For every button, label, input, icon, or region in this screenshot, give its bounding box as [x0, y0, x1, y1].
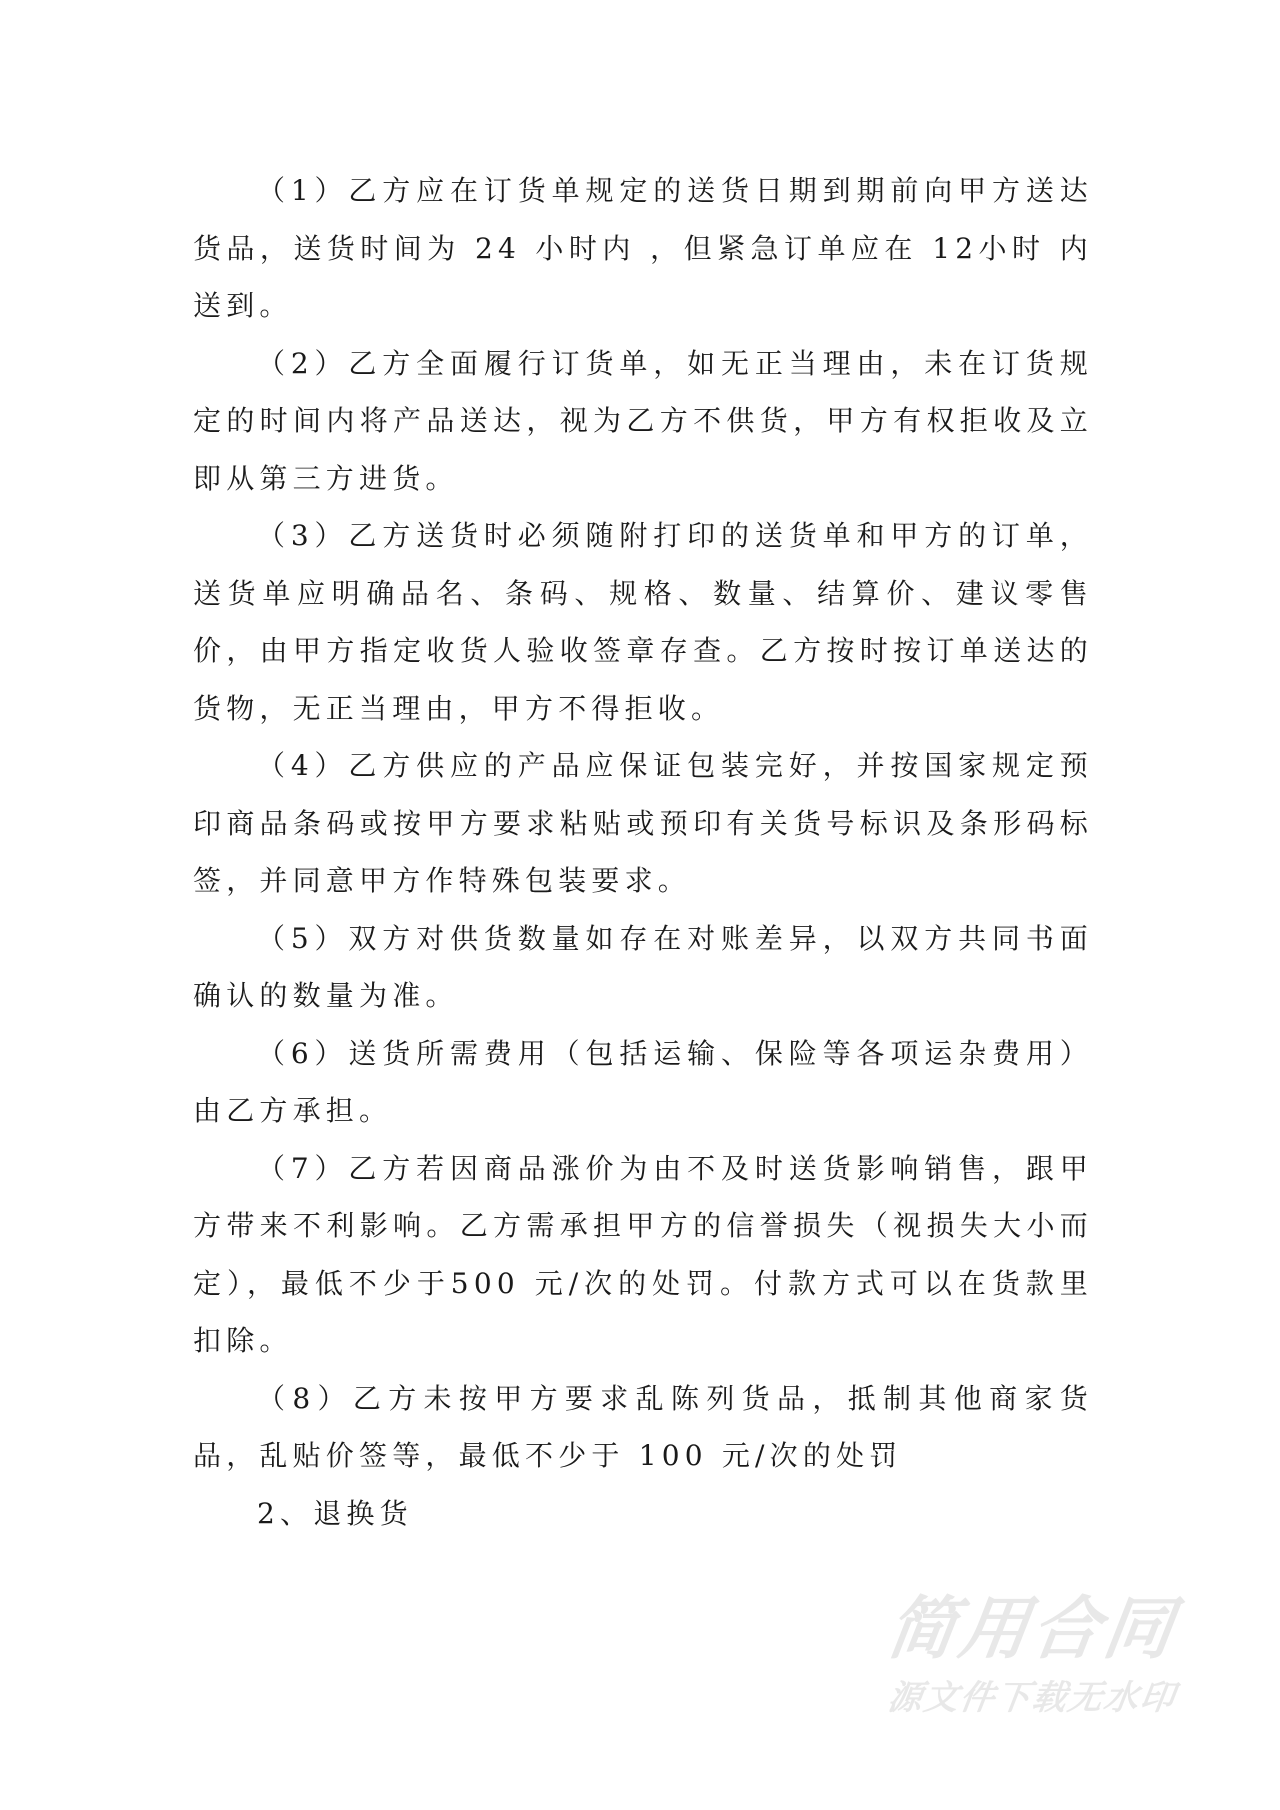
clause-5: （5）双方对供货数量如存在对账差异，以双方共同书面确认的数量为准。 — [193, 921, 1093, 1012]
watermark — [882, 1590, 1208, 1720]
clause-2: （2）乙方全面履行订货单，如无正当理由，未在订货规定的时间内将产品送达，视为乙方不供货，甲方有权拒收及立即从第三方进货。 — [193, 346, 1093, 495]
clause-6: （6）送货所需费用（包括运输、保险等各项运杂费用）由乙方承担。 — [193, 1036, 1093, 1127]
section-heading-returns: 2、退换货 — [257, 1496, 413, 1530]
clause-3: （3）乙方送货时必须随附打印的送货单和甲方的订单，送货单应明确品名、条码、规格、数量、结算价、建议零售价，由甲方指定收货人验收签章存查。乙方按时按订单送达的货物，无正当理由，甲方不得拒收。 — [193, 519, 1093, 725]
clause-4: （4）乙方供应的产品应保证包装完好，并按国家规定预印商品条码或按甲方要求粘贴或预印有关货号标识及条形码标签，并同意甲方作特殊包装要求。 — [193, 749, 1093, 897]
clause-1: （1）乙方应在订货单规定的送货日期到期前向甲方送达货品，送货时间为 24 小时内 ，但紧急订单应在 12小时 内送到。 — [193, 174, 1093, 322]
clause-7: （7）乙方若因商品涨价为由不及时送货影响销售，跟甲方带来不利影响。乙方需承担甲方的信誉损失（视损失大小而定），最低不少于500 元/次的处罚。付款方式可以在货款里扣除。 — [193, 1151, 1093, 1357]
watermark-title: 简用合同 — [882, 1590, 1182, 1669]
document-body — [193, 162, 1093, 1542]
clause-8: （8）乙方未按甲方要求乱陈列货品，抵制其他商家货品，乱贴价签等，最低不少于 100 元/次的处罚 — [193, 1381, 1093, 1472]
watermark-subtitle: 源文件下载无水印 — [885, 1678, 1179, 1718]
